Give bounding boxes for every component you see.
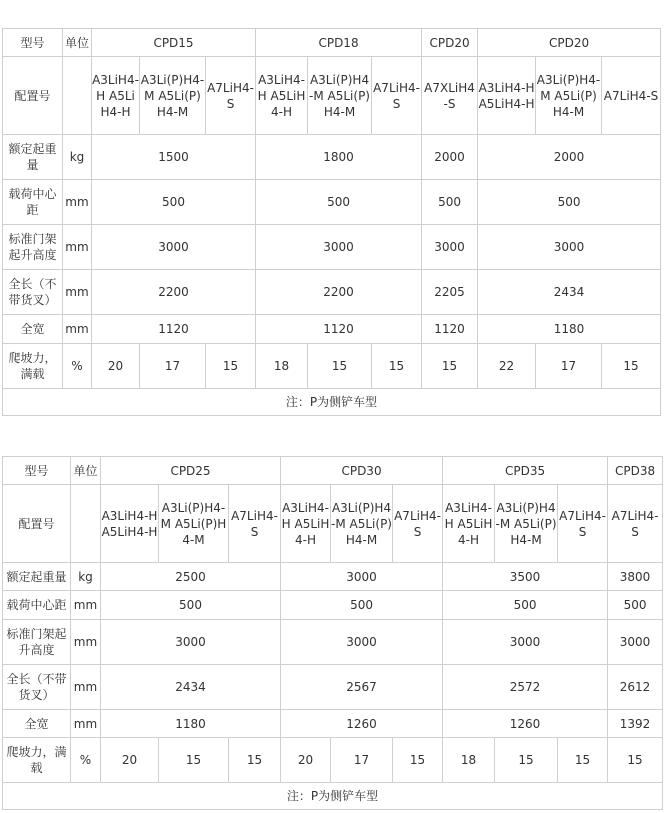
config-label: 配置号	[3, 57, 63, 135]
value-cell: 3000	[478, 225, 661, 270]
config-cell: A7LiH4-S	[558, 485, 608, 563]
length-row	[3, 665, 663, 710]
row-unit: kg	[71, 563, 101, 591]
row-label: 标准门架起升高度	[3, 620, 71, 665]
row-unit: mm	[63, 270, 92, 315]
load-center-row	[3, 591, 663, 620]
value-cell: 3000	[281, 563, 443, 591]
table-note: 注：P为侧铲车型	[3, 389, 661, 416]
value-cell: 500	[478, 180, 661, 225]
value-cell: 3000	[422, 225, 478, 270]
gradeability-row	[3, 344, 661, 389]
gradeability-row	[3, 738, 663, 783]
load-center-row	[3, 180, 661, 225]
value-cell: 20	[101, 738, 159, 783]
capacity-row	[3, 563, 663, 591]
config-cell: A3LiH4-H A5LiH4-H	[92, 57, 140, 135]
value-cell: 18	[443, 738, 495, 783]
value-cell: 1120	[422, 315, 478, 344]
model-cell: CPD35	[443, 457, 608, 485]
value-cell: 500	[608, 591, 663, 620]
model-cell: CPD25	[101, 457, 281, 485]
config-cell: A7LiH4-S	[229, 485, 281, 563]
value-cell: 18	[256, 344, 308, 389]
value-cell: 22	[478, 344, 536, 389]
value-cell: 2567	[281, 665, 443, 710]
row-unit: mm	[71, 620, 101, 665]
row-unit: mm	[63, 225, 92, 270]
config-cell: A3LiH4-H A5LiH4-H	[256, 57, 308, 135]
model-cell: CPD30	[281, 457, 443, 485]
value-cell: 17	[140, 344, 206, 389]
value-cell: 2200	[92, 270, 256, 315]
unit-header: 单位	[71, 457, 101, 485]
row-unit: mm	[71, 591, 101, 620]
value-cell: 2000	[478, 135, 661, 180]
note-row	[3, 389, 661, 416]
value-cell: 1120	[92, 315, 256, 344]
model-cell: CPD15	[92, 29, 256, 57]
row-label: 载荷中心距	[3, 180, 63, 225]
config-cell: A3LiH4-H A5LiH4-H	[281, 485, 331, 563]
value-cell: 2572	[443, 665, 608, 710]
row-label: 爬坡力，满载	[3, 738, 71, 783]
value-cell: 1260	[281, 710, 443, 738]
config-cell: A7LiH4-S	[393, 485, 443, 563]
row-label: 全长（不带货叉）	[3, 270, 63, 315]
model-cell: CPD20	[478, 29, 661, 57]
row-label: 爬坡力，满载	[3, 344, 63, 389]
value-cell: 1392	[608, 710, 663, 738]
model-cell: CPD38	[608, 457, 663, 485]
value-cell: 3000	[256, 225, 422, 270]
config-cell: A3Li(P)H4-M A5Li(P)H4-M	[140, 57, 206, 135]
value-cell: 2205	[422, 270, 478, 315]
row-label: 载荷中心距	[3, 591, 71, 620]
config-cell: A3LiH4-H A5LiH4-H	[443, 485, 495, 563]
value-cell: 15	[422, 344, 478, 389]
value-cell: 1500	[92, 135, 256, 180]
value-cell: 17	[536, 344, 602, 389]
value-cell: 17	[331, 738, 393, 783]
model-header: 型号	[3, 29, 63, 57]
config-cell: A3LiH4-H A5LiH4-H	[101, 485, 159, 563]
spec-table-1	[2, 28, 661, 416]
config-cell: A3Li(P)H4-M A5Li(P)H4-M	[331, 485, 393, 563]
value-cell: 15	[602, 344, 661, 389]
model-cell: CPD20	[422, 29, 478, 57]
config-cell: A3Li(P)H4-M A5Li(P)H4-M	[159, 485, 229, 563]
value-cell: 15	[495, 738, 558, 783]
value-cell: 2612	[608, 665, 663, 710]
value-cell: 3000	[443, 620, 608, 665]
header-row	[3, 457, 663, 485]
header-row	[3, 29, 661, 57]
value-cell: 20	[281, 738, 331, 783]
value-cell: 2434	[478, 270, 661, 315]
config-row	[3, 57, 661, 135]
config-cell: A7LiH4-S	[206, 57, 256, 135]
row-unit: %	[63, 344, 92, 389]
config-cell: A3Li(P)H4-M A5Li(P)H4-M	[536, 57, 602, 135]
length-row	[3, 270, 661, 315]
width-row	[3, 710, 663, 738]
row-label: 全宽	[3, 710, 71, 738]
config-cell: A7LiH4-S	[372, 57, 422, 135]
value-cell: 500	[101, 591, 281, 620]
row-label: 额定起重量	[3, 135, 63, 180]
row-unit: %	[71, 738, 101, 783]
value-cell: 1120	[256, 315, 422, 344]
row-unit: mm	[63, 180, 92, 225]
value-cell: 500	[443, 591, 608, 620]
value-cell: 15	[308, 344, 372, 389]
value-cell: 3000	[101, 620, 281, 665]
row-unit: mm	[71, 665, 101, 710]
width-row	[3, 315, 661, 344]
value-cell: 3000	[92, 225, 256, 270]
row-label: 全宽	[3, 315, 63, 344]
value-cell: 2200	[256, 270, 422, 315]
note-row	[3, 783, 663, 810]
row-label: 标准门架起升高度	[3, 225, 63, 270]
value-cell: 500	[256, 180, 422, 225]
empty-cell	[71, 485, 101, 563]
value-cell: 2500	[101, 563, 281, 591]
config-cell: A7LiH4-S	[608, 485, 663, 563]
config-cell: A3Li(P)H4-M A5Li(P)H4-M	[495, 485, 558, 563]
config-cell: A3LiH4-H A5LiH4-H	[478, 57, 536, 135]
value-cell: 1180	[478, 315, 661, 344]
empty-cell	[63, 57, 92, 135]
value-cell: 15	[558, 738, 608, 783]
capacity-row	[3, 135, 661, 180]
value-cell: 15	[393, 738, 443, 783]
value-cell: 15	[229, 738, 281, 783]
lift-height-row	[3, 620, 663, 665]
config-cell: A3Li(P)H4-M A5Li(P)H4-M	[308, 57, 372, 135]
value-cell: 500	[281, 591, 443, 620]
value-cell: 3000	[608, 620, 663, 665]
value-cell: 3800	[608, 563, 663, 591]
value-cell: 1800	[256, 135, 422, 180]
value-cell: 15	[372, 344, 422, 389]
value-cell: 500	[92, 180, 256, 225]
value-cell: 3500	[443, 563, 608, 591]
config-cell: A7XLiH4-S	[422, 57, 478, 135]
value-cell: 3000	[281, 620, 443, 665]
value-cell: 1260	[443, 710, 608, 738]
unit-header: 单位	[63, 29, 92, 57]
config-row	[3, 485, 663, 563]
config-cell: A7LiH4-S	[602, 57, 661, 135]
value-cell: 1180	[101, 710, 281, 738]
value-cell: 15	[608, 738, 663, 783]
lift-height-row	[3, 225, 661, 270]
model-header: 型号	[3, 457, 71, 485]
row-unit: mm	[63, 315, 92, 344]
value-cell: 15	[206, 344, 256, 389]
value-cell: 20	[92, 344, 140, 389]
spec-table-2	[2, 456, 663, 810]
value-cell: 2434	[101, 665, 281, 710]
row-label: 全长（不带货叉）	[3, 665, 71, 710]
model-cell: CPD18	[256, 29, 422, 57]
row-unit: kg	[63, 135, 92, 180]
config-label: 配置号	[3, 485, 71, 563]
value-cell: 15	[159, 738, 229, 783]
row-unit: mm	[71, 710, 101, 738]
value-cell: 2000	[422, 135, 478, 180]
value-cell: 500	[422, 180, 478, 225]
table-note: 注：P为侧铲车型	[3, 783, 663, 810]
row-label: 额定起重量	[3, 563, 71, 591]
